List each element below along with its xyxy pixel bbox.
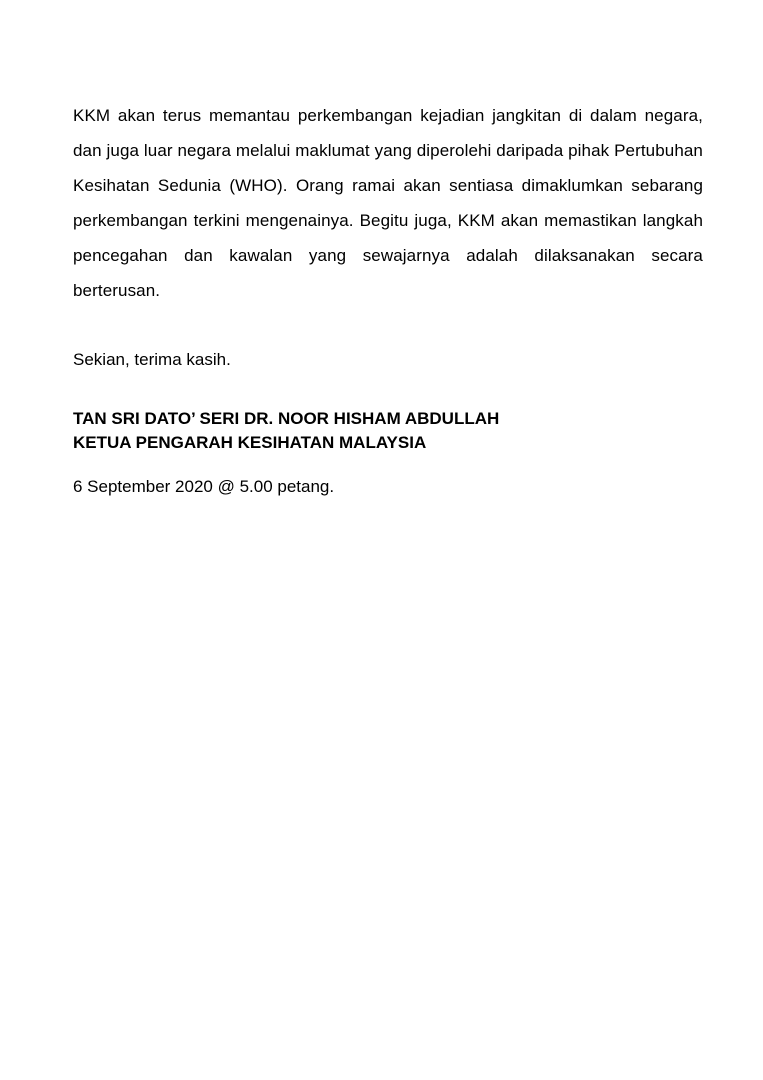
dateline: 6 September 2020 @ 5.00 petang.: [73, 477, 335, 496]
closing-line: Sekian, terima kasih.: [73, 350, 231, 369]
signatory-title: KETUA PENGARAH KESIHATAN MALAYSIA: [73, 433, 427, 452]
body-paragraph: KKM akan terus memantau perkembangan kejadian jangkitan di dalam negara, dan juga luar negara melalui maklumat yang diperolehi daripada pihak Pertubuhan Kesihatan Sedunia (WHO). Orang ramai akan sentiasa dimaklumkan sebarang perkembangan terkini mengenainya. Begitu juga, KKM akan memastikan langkah pencegahan dan kawalan yang sewajarnya adalah dilaksanakan secara berterusan.: [73, 106, 703, 300]
signatory-name: TAN SRI DATO’ SERI DR. NOOR HISHAM ABDULLAH: [73, 409, 500, 428]
signatory-block: [73, 407, 703, 455]
document-content: [73, 0, 703, 499]
